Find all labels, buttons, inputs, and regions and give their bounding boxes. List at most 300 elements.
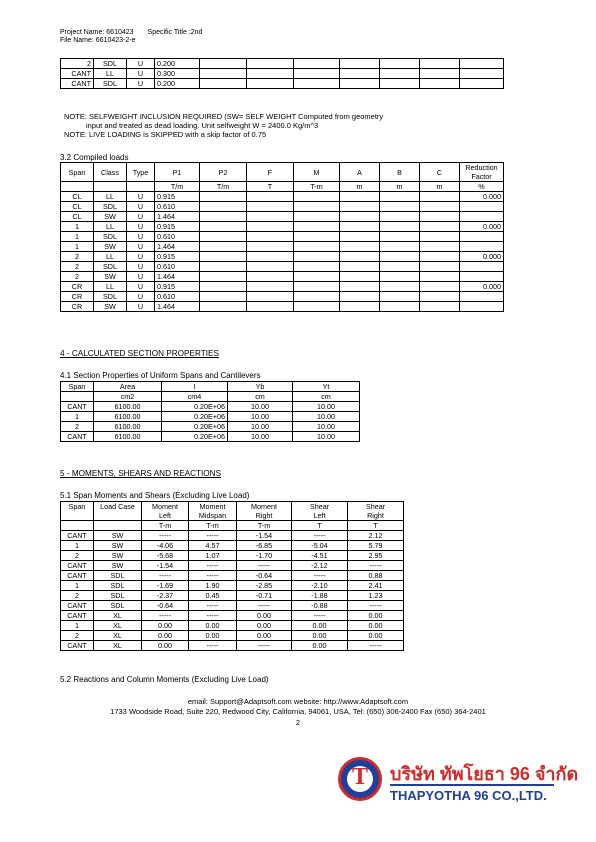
table-cell: SDL [94, 79, 127, 89]
column-header: M [294, 163, 340, 182]
table-cell: 0.200 [155, 79, 200, 89]
table-cell: 2 [61, 591, 94, 601]
section-5-2-caption: 5.2 Reactions and Column Moments (Excluding Live Load) [60, 675, 269, 684]
table-cell [294, 202, 340, 212]
units-row [61, 521, 404, 531]
table-cell: SW [94, 551, 142, 561]
column-header: F [247, 163, 294, 182]
column-header [292, 502, 348, 521]
table-cell: ----- [142, 611, 189, 621]
table-cell [294, 222, 340, 232]
table-cell: 6100.00 [94, 432, 162, 442]
header-line: Moment [199, 502, 226, 511]
section-5-caption: 5.1 Span Moments and Shears (Excluding Live Load) [60, 491, 250, 500]
unit-cell: % [460, 182, 504, 192]
table-cell: 1 [61, 581, 94, 591]
table-cell [294, 212, 340, 222]
table-cell: LL [94, 252, 127, 262]
unit-cell: cm4 [162, 392, 228, 402]
table-cell: 0.610 [155, 292, 200, 302]
table-cell: LL [94, 192, 127, 202]
table-cell: 0.00 [189, 621, 237, 631]
empty-cell [247, 59, 294, 69]
table-cell: SW [94, 561, 142, 571]
table-cell: CANT [61, 79, 94, 89]
table-cell [380, 192, 420, 202]
table-cell [340, 272, 380, 282]
table-row [61, 531, 404, 541]
table-cell [460, 212, 504, 222]
table-cell: 10.00 [293, 402, 360, 412]
table-cell: SDL [94, 591, 142, 601]
table-row [61, 292, 504, 302]
company-emblem-icon: T [338, 757, 382, 801]
table-cell: CANT [61, 571, 94, 581]
table-cell: ----- [142, 571, 189, 581]
units-row [61, 182, 504, 192]
table-cell [460, 302, 504, 312]
table-cell: 0.000 [460, 222, 504, 232]
table-row [61, 541, 404, 551]
unit-cell: T-m [237, 521, 292, 531]
header-line: Span [68, 502, 86, 511]
specific-title: Specific Title :2nd [147, 29, 203, 36]
table-cell [340, 302, 380, 312]
table-cell [200, 302, 247, 312]
table-cell [340, 282, 380, 292]
table-cell [247, 302, 294, 312]
table-cell [200, 282, 247, 292]
table-cell: 1 [61, 242, 94, 252]
table-row [61, 222, 504, 232]
table-cell: SW [94, 302, 127, 312]
table-cell [460, 262, 504, 272]
table-cell: -1.54 [142, 561, 189, 571]
table-cell: 0.000 [460, 282, 504, 292]
header-line: Shear [365, 502, 386, 511]
table-cell: LL [94, 222, 127, 232]
table-cell: CANT [61, 601, 94, 611]
table-cell: 1.23 [348, 591, 404, 601]
table-row [61, 202, 504, 212]
table-cell: CANT [61, 402, 94, 412]
table-cell: ----- [189, 601, 237, 611]
empty-cell [247, 69, 294, 79]
top-load-table [60, 58, 504, 89]
table-cell [247, 232, 294, 242]
table-cell: SW [94, 541, 142, 551]
empty-cell [420, 69, 460, 79]
table-cell [380, 212, 420, 222]
table-cell: 2 [61, 272, 94, 282]
table-cell: SDL [94, 292, 127, 302]
table-cell: 0.00 [237, 621, 292, 631]
table-cell [420, 212, 460, 222]
table-cell: U [127, 242, 155, 252]
table-cell [247, 202, 294, 212]
table-cell: CANT [61, 432, 94, 442]
table-cell [200, 222, 247, 232]
table-cell: U [127, 202, 155, 212]
header-line: Left [313, 511, 326, 520]
table-cell: 0.00 [237, 611, 292, 621]
table-cell: ----- [292, 531, 348, 541]
empty-cell [340, 69, 380, 79]
unit-cell: T [348, 521, 404, 531]
header-line: Shear [309, 502, 330, 511]
unit-cell: cm2 [94, 392, 162, 402]
compiled-loads-table [60, 162, 504, 312]
table-cell: -1.88 [292, 591, 348, 601]
company-english-name: THAPYOTHA 96 CO.,LTD. [390, 788, 547, 803]
table-cell: U [127, 252, 155, 262]
table-cell [340, 222, 380, 232]
table-cell: XL [94, 631, 142, 641]
table-cell: 0.000 [460, 192, 504, 202]
table-cell: 0.20E+06 [162, 402, 228, 412]
section-4-caption: 4.1 Section Properties of Uniform Spans and Cantilevers [60, 371, 261, 380]
table-cell [200, 272, 247, 282]
table-cell: 1.464 [155, 302, 200, 312]
table-cell: ----- [348, 641, 404, 651]
table-cell [200, 212, 247, 222]
table-cell: 1.464 [155, 212, 200, 222]
table-cell: 10.00 [293, 412, 360, 422]
column-header [142, 502, 189, 521]
empty-cell [380, 69, 420, 79]
table-row [61, 641, 404, 651]
empty-cell [380, 79, 420, 89]
table-cell [380, 232, 420, 242]
table-cell: 2 [61, 59, 94, 69]
empty-cell [420, 59, 460, 69]
table-cell: CANT [61, 531, 94, 541]
empty-cell [460, 69, 504, 79]
table-cell: XL [94, 641, 142, 651]
table-cell: 0.200 [155, 59, 200, 69]
unit-cell [61, 182, 94, 192]
table-cell: SW [94, 272, 127, 282]
table-cell [247, 272, 294, 282]
table-cell: 0.610 [155, 262, 200, 272]
table-cell: ----- [189, 571, 237, 581]
column-header: Type [127, 163, 155, 182]
table-row [61, 59, 504, 69]
unit-cell: m [340, 182, 380, 192]
header-line: Midspan [198, 511, 227, 520]
column-header: Span [61, 163, 94, 182]
empty-cell [294, 59, 340, 69]
table-cell: -5.04 [292, 541, 348, 551]
table-cell: U [127, 302, 155, 312]
table-cell: ----- [189, 561, 237, 571]
column-header [237, 502, 292, 521]
table-cell: ----- [237, 601, 292, 611]
table-cell: 0.610 [155, 202, 200, 212]
table-cell: U [127, 69, 155, 79]
table-cell: U [127, 59, 155, 69]
table-cell [247, 192, 294, 202]
table-cell: ----- [292, 571, 348, 581]
table-cell: -0.64 [142, 601, 189, 611]
table-cell [247, 212, 294, 222]
table-cell [420, 192, 460, 202]
table-cell [294, 262, 340, 272]
unit-cell: T/m [155, 182, 200, 192]
moments-shears-table [60, 501, 404, 651]
table-cell [200, 252, 247, 262]
header-line: Right [367, 511, 384, 520]
table-cell: 10.00 [228, 432, 293, 442]
unit-cell: T [247, 182, 294, 192]
table-cell: 6100.00 [94, 412, 162, 422]
unit-cell [94, 182, 127, 192]
unit-cell: T/m [200, 182, 247, 192]
unit-cell: cm [228, 392, 293, 402]
table-cell: U [127, 79, 155, 89]
table-cell [420, 282, 460, 292]
table-cell: CR [61, 292, 94, 302]
empty-cell [200, 69, 247, 79]
table-cell: 10.00 [228, 402, 293, 412]
empty-cell [294, 69, 340, 79]
table-cell: 2 [61, 631, 94, 641]
column-header: C [420, 163, 460, 182]
table-cell: 2.95 [348, 551, 404, 561]
column-header: Class [94, 163, 127, 182]
table-cell: 0.20E+06 [162, 412, 228, 422]
table-cell [340, 242, 380, 252]
unit-cell [61, 392, 94, 402]
table-cell: 0.00 [237, 631, 292, 641]
table-cell: -1.69 [142, 581, 189, 591]
table-cell [420, 222, 460, 232]
table-cell: CANT [61, 641, 94, 651]
table-cell: ----- [348, 601, 404, 611]
table-cell: 0.915 [155, 222, 200, 232]
table-cell: ----- [189, 611, 237, 621]
header-line: Moment [152, 502, 178, 511]
column-header [189, 502, 237, 521]
table-cell: SDL [94, 571, 142, 581]
table-cell [420, 302, 460, 312]
table-cell [247, 222, 294, 232]
table-cell [420, 252, 460, 262]
table-cell [340, 252, 380, 262]
footer-email-website: email: Support@Adaptsoft.com website: http://www.Adaptsoft.com [187, 697, 409, 706]
table-row [61, 601, 404, 611]
empty-cell [460, 59, 504, 69]
table-row [61, 422, 360, 432]
table-cell: U [127, 222, 155, 232]
table-cell [340, 212, 380, 222]
table-cell: CR [61, 282, 94, 292]
logo-rule [390, 784, 554, 786]
table-cell: 0.00 [142, 631, 189, 641]
table-cell [340, 192, 380, 202]
table-cell: -4.06 [142, 541, 189, 551]
table-cell [247, 262, 294, 272]
table-cell: 1 [61, 621, 94, 631]
unit-cell [94, 521, 142, 531]
table-cell: CL [61, 202, 94, 212]
empty-cell [294, 79, 340, 89]
table-cell: SW [94, 531, 142, 541]
table-cell [460, 292, 504, 302]
unit-cell [61, 521, 94, 531]
unit-cell: m [420, 182, 460, 192]
table-cell: CANT [61, 69, 94, 79]
table-cell [420, 272, 460, 282]
table-cell [380, 272, 420, 282]
column-header: Yt [293, 382, 360, 392]
table-cell: 0.00 [142, 621, 189, 631]
table-cell: U [127, 232, 155, 242]
project-name: Project Name: 6610423 [60, 29, 134, 36]
table-cell: CL [61, 212, 94, 222]
table-cell [294, 252, 340, 262]
table-cell: 1.07 [189, 551, 237, 561]
table-cell: 10.00 [293, 422, 360, 432]
table-cell [380, 222, 420, 232]
table-row [61, 232, 504, 242]
table-cell: 5.79 [348, 541, 404, 551]
table-row [61, 282, 504, 292]
unit-cell: T-m [142, 521, 189, 531]
section-5-title: 5 - MOMENTS, SHEARS AND REACTIONS [60, 469, 222, 478]
table-cell [294, 232, 340, 242]
table-row [61, 242, 504, 252]
empty-cell [380, 59, 420, 69]
column-header: P2 [200, 163, 247, 182]
table-cell: 0.00 [292, 621, 348, 631]
table-cell [380, 262, 420, 272]
note-selfweight: NOTE: SELFWEIGHT INCLUSION REQUIRED (SW= SELF WEIGHT Computed from geometry [64, 112, 384, 121]
table-cell [294, 272, 340, 282]
table-row [61, 252, 504, 262]
table-cell [340, 262, 380, 272]
table-cell [420, 262, 460, 272]
table-cell [420, 242, 460, 252]
table-cell [247, 282, 294, 292]
header-line: Moment [251, 502, 277, 511]
table-cell: 1.464 [155, 272, 200, 282]
table-cell [247, 242, 294, 252]
table-row [61, 581, 404, 591]
section-properties-table [60, 381, 360, 442]
note-selfweight-detail: input and treated as dead loading. Unit selfweight W = 2400.0 Kg/m^3 [86, 121, 319, 130]
unit-cell: T-m [189, 521, 237, 531]
table-cell: ----- [237, 641, 292, 651]
section-4-title: 4 - CALCULATED SECTION PROPERTIES [60, 349, 219, 358]
page-number: 2 [295, 718, 301, 727]
table-row [61, 69, 504, 79]
table-cell: -2.85 [237, 581, 292, 591]
column-header: Yb [228, 382, 293, 392]
table-cell [294, 282, 340, 292]
table-cell [200, 232, 247, 242]
table-row [61, 302, 504, 312]
column-header: A [340, 163, 380, 182]
table-cell: 0.915 [155, 192, 200, 202]
table-cell: U [127, 192, 155, 202]
table-row [61, 611, 404, 621]
table-cell [200, 262, 247, 272]
table-cell: 0.00 [348, 621, 404, 631]
table-cell: 0.00 [292, 631, 348, 641]
header-line: Right [255, 511, 273, 520]
table-cell: 0.00 [189, 631, 237, 641]
table-row [61, 551, 404, 561]
table-row [61, 79, 504, 89]
table-row [61, 212, 504, 222]
table-cell [294, 192, 340, 202]
table-cell: 2 [61, 252, 94, 262]
table-row [61, 561, 404, 571]
empty-cell [460, 79, 504, 89]
table-cell: ----- [348, 561, 404, 571]
table-cell [247, 292, 294, 302]
table-cell: CR [61, 302, 94, 312]
table-cell: CANT [61, 561, 94, 571]
table-cell: -4.51 [292, 551, 348, 561]
table-cell: 0.20E+06 [162, 422, 228, 432]
table-cell: ----- [189, 641, 237, 651]
table-cell: CL [61, 192, 94, 202]
footer-address: 1733 Woodside Road, Suite 220, Redwood City, California, 94061, USA, Tel: (650) 306-2400 Fax (650) 364-2401 [110, 707, 486, 716]
table-cell: 0.300 [155, 69, 200, 79]
table-cell: 2 [61, 551, 94, 561]
table-cell [200, 202, 247, 212]
table-cell: 10.00 [293, 432, 360, 442]
column-header [94, 502, 142, 521]
table-cell: -2.37 [142, 591, 189, 601]
table-cell: 2 [61, 422, 94, 432]
table-cell [460, 242, 504, 252]
table-cell: 1 [61, 412, 94, 422]
table-cell: 0.00 [348, 611, 404, 621]
table-cell: 0.45 [189, 591, 237, 601]
company-logo [338, 757, 579, 807]
table-cell: LL [94, 282, 127, 292]
table-cell [420, 292, 460, 302]
table-cell: SDL [94, 581, 142, 591]
file-name: File Name: 6610423-2-e [60, 37, 136, 44]
table-cell: SDL [94, 232, 127, 242]
table-cell: -0.64 [237, 571, 292, 581]
table-cell: 1 [61, 541, 94, 551]
note-live-loading: NOTE: LIVE LOADING is SKIPPED with a skip factor of 0.75 [64, 130, 267, 139]
table-cell: SDL [94, 59, 127, 69]
table-cell: ----- [237, 561, 292, 571]
table-cell [200, 292, 247, 302]
table-cell: -2.10 [292, 581, 348, 591]
table-cell [294, 292, 340, 302]
column-header: Reduction Factor [460, 163, 504, 182]
table-cell: 6100.00 [94, 422, 162, 432]
table-cell [460, 232, 504, 242]
table-cell [380, 292, 420, 302]
empty-cell [247, 79, 294, 89]
table-row [61, 192, 504, 202]
table-row [61, 621, 404, 631]
table-cell [294, 302, 340, 312]
compiled-loads-caption: 3.2 Compiled loads [60, 153, 129, 162]
table-cell [340, 202, 380, 212]
table-cell: 0.88 [348, 571, 404, 581]
table-cell [460, 202, 504, 212]
table-cell: CANT [61, 611, 94, 621]
